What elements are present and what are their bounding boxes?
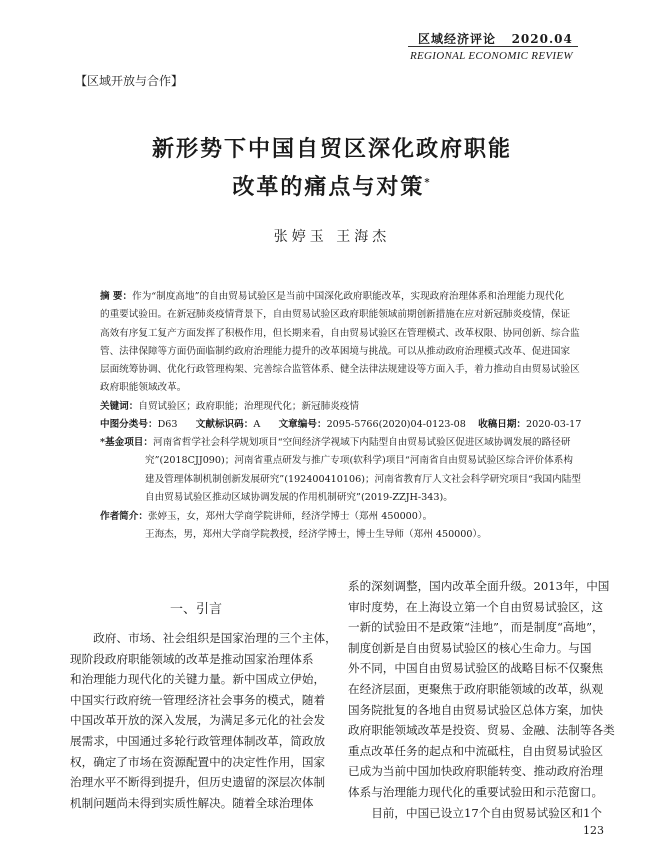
body-right-column bbox=[348, 576, 615, 823]
body-line: 和治理能力现代化的关键力量。新中国成立伊始， bbox=[70, 672, 326, 687]
abstract-line: 层面统筹协调、优化行政管理构架、完善综合监管体系、健全法律法规建设等方面入手，着力推动自由贸易试验区 bbox=[100, 364, 580, 376]
body-line: 制度创新是自由贸易试验区的核心生命力。与国 bbox=[348, 640, 592, 655]
body-line: 治理水平不断得到提升，但历史遗留的深层次体制 bbox=[70, 775, 326, 790]
body-line: 审时度势，在上海设立第一个自由贸易试验区，这 bbox=[348, 599, 604, 614]
body-line: 系的深刻调整，国内改革全面升级。2013年，中国 bbox=[348, 579, 610, 593]
body-line: 政府、市场、社会组织是国家治理的三个主体， bbox=[93, 631, 337, 645]
author-info-label: 作者简介： bbox=[100, 511, 148, 522]
fund-line: 自由贸易试验区推动区域协调发展的作用机制研究”(2019-ZZJH-343)。 bbox=[145, 491, 453, 503]
author-info bbox=[100, 508, 578, 545]
body-line: 重点改革任务的起点和中流砥柱，自由贸易试验区 bbox=[348, 743, 604, 758]
body-line: 展需求，中国通过多轮行政管理体制改革，简政放 bbox=[70, 733, 326, 748]
title-footnote-mark: * bbox=[424, 177, 432, 189]
doc-code-value: A bbox=[253, 419, 261, 430]
abstract-label: 摘 要： bbox=[100, 291, 133, 302]
abstract-line: 管、法律保障等方面仍面临制约政府治理能力提升的改革困境与挑战。可以从推动政府治理模式改革、促进国家 bbox=[100, 345, 571, 357]
body-line: 权，确定了市场在资源配置中的决定性作用，国家 bbox=[70, 754, 326, 769]
keywords-label: 关键词： bbox=[100, 401, 139, 412]
page-number: 123 bbox=[583, 824, 604, 837]
body-line: 中国实行政府统一管理经济社会事务的模式，随着 bbox=[70, 692, 326, 707]
fund-label: *基金项目： bbox=[100, 437, 153, 448]
body-line: 现阶段政府职能领域的改革是推动国家治理体系 bbox=[70, 651, 314, 666]
received-value: 2020-03-17 bbox=[526, 419, 582, 430]
received-label: 收稿日期： bbox=[478, 419, 527, 430]
clc-label: 中图分类号： bbox=[100, 419, 158, 430]
abstract bbox=[100, 288, 578, 398]
title-line-2 bbox=[0, 170, 664, 201]
clc-value: D63 bbox=[157, 419, 178, 430]
author-info-line: 张婷玉，女，郑州大学商学院讲师，经济学博士（郑州 450000）。 bbox=[147, 511, 433, 522]
title-line-1: 新形势下中国自贸区深化政府职能 bbox=[151, 136, 512, 162]
keywords-value: 自贸试验区；政府职能；治理现代化；新冠肺炎疫情 bbox=[138, 401, 360, 412]
fund-line: 河南省哲学社会科学规划项目“空间经济学视域下内陆型自由贸易试验区促进区域协调发展的路径研 bbox=[153, 437, 571, 448]
fund-info bbox=[100, 434, 581, 507]
fund-line: 究”(2018CJJ090)；河南省重点研发与推广专项(软科学)项目“河南省自由贸易试验区综合评价体系构 bbox=[145, 455, 573, 467]
abstract-line: 政府职能领域改革。 bbox=[100, 382, 187, 394]
body-line: 目前，中国已设立17个自由贸易试验区和1个 bbox=[371, 805, 603, 820]
article-no-value: 2095-5766(2020)04-0123-08 bbox=[326, 419, 466, 430]
authors: 张婷玉 王海杰 bbox=[273, 229, 391, 245]
journal-issue: 2020.04 bbox=[511, 32, 573, 46]
body-line: 政府职能领域改革是投资、贸易、金融、法制等各类 bbox=[348, 723, 615, 738]
keywords bbox=[100, 398, 578, 416]
classification-line bbox=[100, 416, 582, 434]
journal-name-en: REGIONAL ECONOMIC REVIEW bbox=[410, 50, 573, 62]
journal-name: 区域经济评论 bbox=[418, 32, 497, 46]
article-no-label: 文章编号： bbox=[278, 419, 327, 430]
journal-header bbox=[418, 30, 573, 47]
abstract-line: 摘 要：作为“制度高地”的自由贸易试验区是当前中国深化政府职能改革，实现政府治理体系和治理能力现代化 bbox=[100, 291, 565, 302]
body-line: 一新的试验田不是政策“洼地”，而是制度“高地”， bbox=[348, 620, 604, 635]
body-line: 外不同，中国自由贸易试验区的战略目标不仅聚焦 bbox=[348, 661, 604, 676]
title-line-2-text: 改革的痛点与对策 bbox=[232, 174, 425, 200]
body-line: 已成为当前中国加快政府职能转变、推动政府治理 bbox=[348, 764, 604, 779]
body-line: 体系与治理能力现代化的重要试验田和示范窗口。 bbox=[348, 784, 604, 799]
body-line: 机制问题尚未得到实质性解决。随着全球治理体 bbox=[70, 795, 314, 810]
body-line: 在经济层面，更聚焦于政府职能领域的改革，纵观 bbox=[348, 681, 604, 696]
body-line: 国务院批复的各地自由贸易试验区总体方案，加快 bbox=[348, 702, 604, 717]
doc-code-label: 文献标识码： bbox=[195, 419, 254, 430]
header-rule bbox=[408, 46, 578, 47]
fund-line: 建及管理体制机制创新发展研究”(192400410106)；河南省教育厅人文社会科学研究项目“我国内陆型 bbox=[145, 473, 581, 485]
abstract-line: 的重要试验田。在新冠肺炎疫情背景下，自由贸易试验区政府职能领域前期创新措施在应对新冠肺炎疫情，保证 bbox=[100, 309, 571, 321]
abstract-line: 高效有序复工复产方面发挥了积极作用，但长期来看，自由贸易试验区在管理模式、改革权限、协同创新、综合监 bbox=[100, 327, 580, 339]
body-left-column bbox=[70, 628, 337, 813]
section-tag: 【区域开放与合作】 bbox=[75, 74, 184, 88]
author-info-line: 王海杰，男，郑州大学商学院教授，经济学博士，博士生导师（郑州 450000）。 bbox=[145, 529, 487, 541]
section-heading: 一、引言 bbox=[170, 602, 223, 617]
body-line: 中国改革开放的深入发展，为满足多元化的社会发 bbox=[70, 713, 326, 728]
